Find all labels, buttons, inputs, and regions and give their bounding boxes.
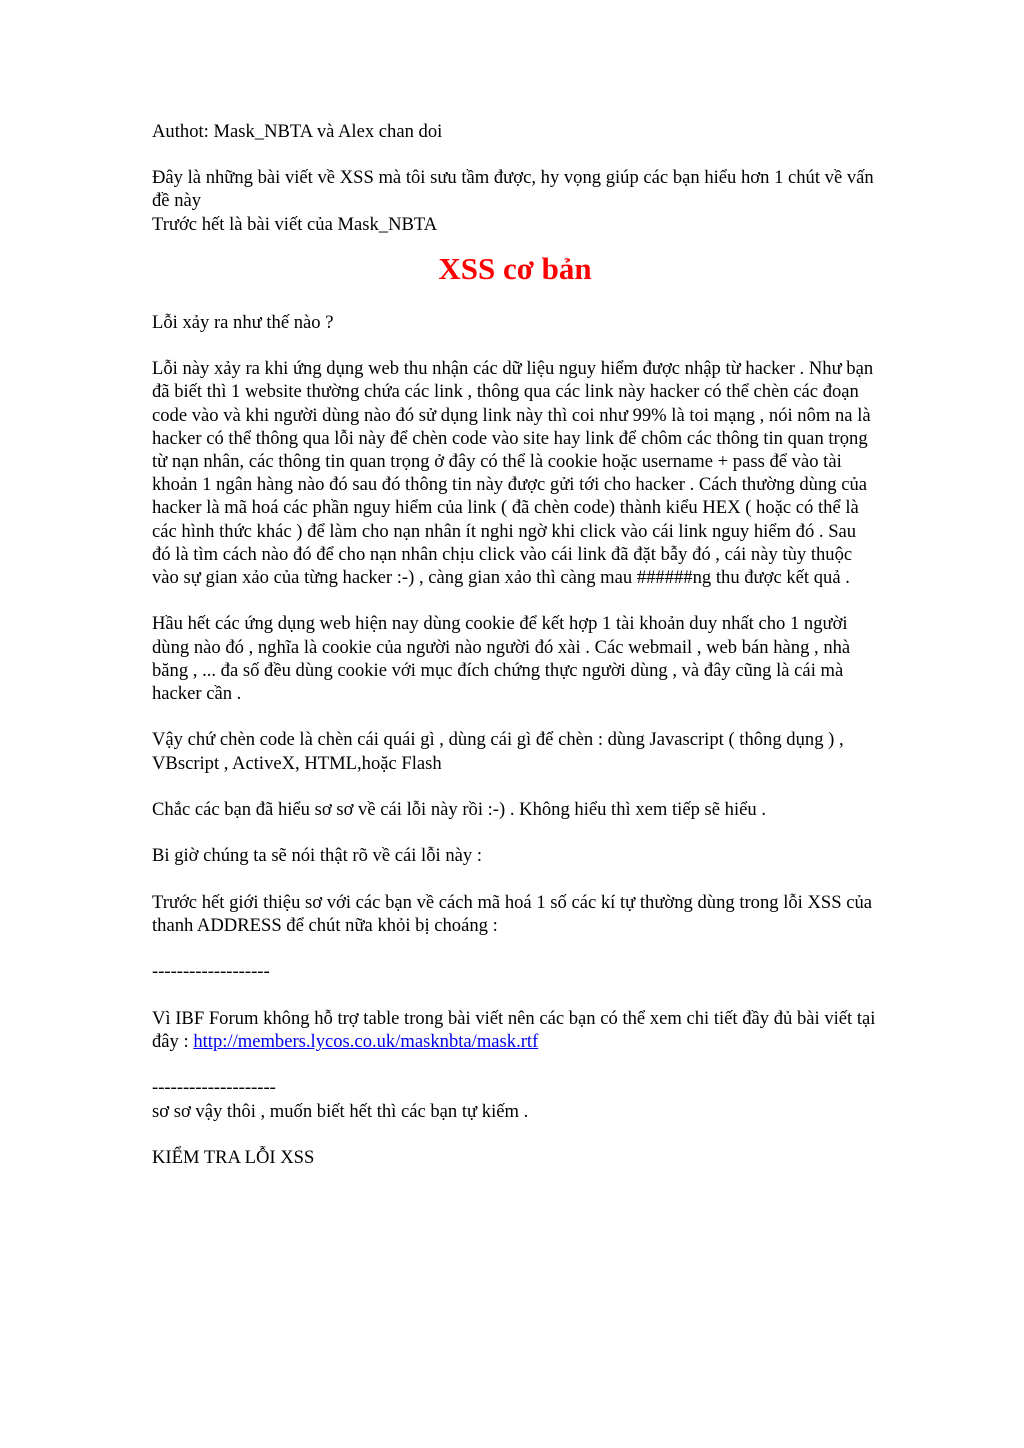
paragraph-summary: Chắc các bạn đã hiểu sơ sơ về cái lỗi này rồi :-) . Không hiểu thì xem tiếp sẽ hiểu . [152, 799, 766, 821]
divider-line-2: -------------------- [152, 1077, 276, 1099]
divider-line: ------------------- [152, 961, 270, 983]
section-heading-check-xss: KIỂM TRA LỖI XSS [152, 1146, 315, 1168]
paragraph-injection-methods: Vậy chứ chèn code là chèn cái quái gì , dùng cái gì để chèn : dùng Javascript ( thông dụng ) , VBscript , ActiveX, HTML,hoặc Flash [152, 729, 844, 774]
question-heading: Lỗi xảy ra như thế nào ? [152, 311, 334, 333]
intro-paragraph: Đây là những bài viết về XSS mà tôi sưu tầm được, hy vọng giúp các bạn hiểu hơn 1 chút về vấn đề này [152, 167, 874, 212]
document-page [152, 120, 878, 1169]
paragraph-closing: sơ sơ vậy thôi , muốn biết hết thì các bạn tự kiếm . [152, 1100, 529, 1122]
rtf-document-link[interactable]: http://members.lycos.co.uk/masknbta/mask.rtf [193, 1030, 539, 1052]
paragraph-cookie: Hầu hết các ứng dụng web hiện nay dùng cookie để kết hợp 1 tài khoản duy nhất cho 1 người dùng nào đó , nghĩa là cookie của người nào người đó xài . Các webmail , web bán hàng , nhà băng , ... đa số đều dùng cookie với mục đích chứng thực người dùng , và đây cũng là cái mà hacker cần . [152, 613, 851, 705]
paragraph-explanation: Lỗi này xảy ra khi ứng dụng web thu nhận các dữ liệu nguy hiểm được nhập từ hacker . Như bạn đã biết thì 1 website thường chứa các link , thông qua các link này hacker có thể chèn các đoạn code vào và khi người dùng nào đó sử dụng link này thì coi như 99% là toi mạng , nói nôm na là hacker có thể thông qua lỗi này để chèn code vào site hay link để chôm các thông tin quan trọng từ nạn nhân, các thông tin quan trọng ở đây có thể là cookie hoặc username + pass để vào tài khoản 1 ngân hàng nào đó sau đó thông tin này được gửi tới cho hacker . Cách thường dùng của hacker là mã hoá các phần nguy hiểm của link ( đã chèn code) thành kiểu HEX ( hoặc có thể là các hình thức khác ) để làm cho nạn nhân ít nghi ngờ khi click vào cái link nguy hiểm đó . Sau đó là tìm cách nào đó để cho nạn nhân chịu click vào cái link đã đặt bẫy đó , cái này tùy thuộc vào sự gian xảo của từng hacker :-) , càng gian xảo thì càng mau ######ng thu được kết quả . [152, 358, 874, 589]
forum-note-text: Vì IBF Forum không hỗ trợ table trong bài viết nên các bạn có thể xem chi tiết đầy đủ bài viết tại đây : [152, 1007, 876, 1052]
document-title: XSS cơ bản [438, 250, 592, 286]
paragraph-forum-note [152, 1007, 878, 1053]
author-line: Authot: Mask_NBTA và Alex chan doi [152, 121, 443, 142]
paragraph-encoding-intro: Trước hết giới thiệu sơ với các bạn về cách mã hoá 1 số các kí tự thường dùng trong lỗi XSS của thanh ADDRESS để chút nữa khỏi bị choáng : [152, 891, 873, 936]
intro-subline: Trước hết là bài viết của Mask_NBTA [152, 213, 438, 235]
paragraph-transition: Bi giờ chúng ta sẽ nói thật rõ về cái lỗi này : [152, 845, 482, 867]
